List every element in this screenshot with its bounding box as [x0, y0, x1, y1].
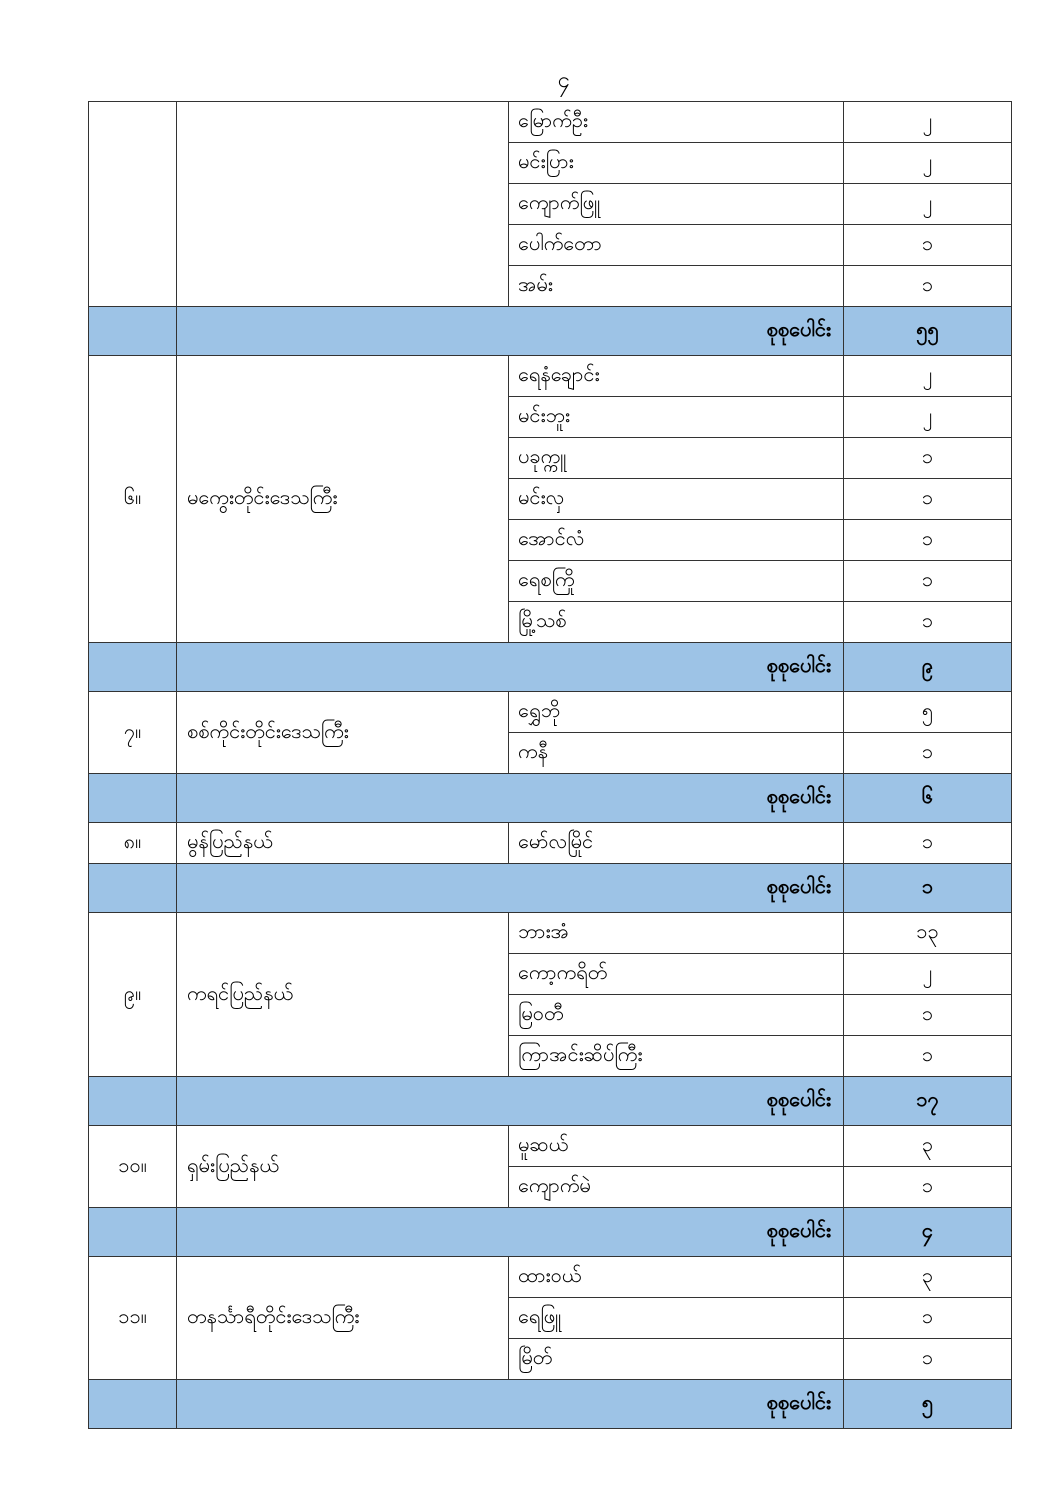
- region-name: [177, 102, 509, 307]
- township-count: ၁၃: [844, 913, 1012, 954]
- township-name: မော်လမြိုင်: [509, 823, 844, 864]
- subtotal-row: [89, 1077, 1012, 1126]
- row-number: ၁၁။: [89, 1257, 177, 1380]
- township-name: မင်းဘူး: [509, 397, 844, 438]
- row-number: [89, 102, 177, 307]
- township-count: ၁: [844, 1167, 1012, 1208]
- township-count: ၂: [844, 184, 1012, 225]
- region-name: မကွေးတိုင်းဒေသကြီး: [177, 356, 509, 643]
- township-count: ၁: [844, 823, 1012, 864]
- subtotal-empty-cell: [89, 864, 177, 913]
- township-count: ၁: [844, 266, 1012, 307]
- page-number: ၄: [557, 68, 570, 93]
- subtotal-empty-cell: [89, 643, 177, 692]
- subtotal-label: စုစုပေါင်း: [177, 307, 844, 356]
- township-name: ရွှေဘို: [509, 692, 844, 733]
- table-row: [89, 102, 1012, 143]
- subtotal-value: ၉: [844, 643, 1012, 692]
- township-count: ၁: [844, 602, 1012, 643]
- township-name: ကနီ: [509, 733, 844, 774]
- region-name: မွန်ပြည်နယ်: [177, 823, 509, 864]
- subtotal-empty-cell: [89, 1208, 177, 1257]
- table-row: [89, 1257, 1012, 1298]
- township-name: မူဆယ်: [509, 1126, 844, 1167]
- township-name: ပခုက္ကူ: [509, 438, 844, 479]
- subtotal-row: [89, 1208, 1012, 1257]
- township-count: ၁: [844, 479, 1012, 520]
- row-number: ၁၀။: [89, 1126, 177, 1208]
- subtotal-empty-cell: [89, 307, 177, 356]
- township-count: ၂: [844, 397, 1012, 438]
- subtotal-row: [89, 643, 1012, 692]
- region-name: ရှမ်းပြည်နယ်: [177, 1126, 509, 1208]
- region-township-table: [88, 101, 1012, 1429]
- township-count: ၁: [844, 1339, 1012, 1380]
- row-number: ၉။: [89, 913, 177, 1077]
- subtotal-row: [89, 774, 1012, 823]
- township-count: ၁: [844, 225, 1012, 266]
- township-name: ရေဖြူ: [509, 1298, 844, 1339]
- subtotal-row: [89, 307, 1012, 356]
- township-count: ၁: [844, 561, 1012, 602]
- subtotal-label: စုစုပေါင်း: [177, 864, 844, 913]
- township-count: ၁: [844, 1036, 1012, 1077]
- region-name: စစ်ကိုင်းတိုင်းဒေသကြီး: [177, 692, 509, 774]
- township-count: ၁: [844, 733, 1012, 774]
- township-name: ကျောက်ဖြူ: [509, 184, 844, 225]
- township-count: ၁: [844, 520, 1012, 561]
- township-name: ကော့ကရိတ်: [509, 954, 844, 995]
- subtotal-empty-cell: [89, 1380, 177, 1429]
- township-count: ၁: [844, 438, 1012, 479]
- township-name: ရေစကြို: [509, 561, 844, 602]
- township-name: အမ်း: [509, 266, 844, 307]
- subtotal-label: စုစုပေါင်း: [177, 1077, 844, 1126]
- table-row: [89, 692, 1012, 733]
- township-name: မြိတ်: [509, 1339, 844, 1380]
- subtotal-value: ၅: [844, 1380, 1012, 1429]
- township-count: ၂: [844, 143, 1012, 184]
- township-count: ၃: [844, 1126, 1012, 1167]
- township-name: ပေါက်တော: [509, 225, 844, 266]
- table-row: [89, 913, 1012, 954]
- subtotal-label: စုစုပေါင်း: [177, 1380, 844, 1429]
- subtotal-value: ၁၇: [844, 1077, 1012, 1126]
- township-name: ထားဝယ်: [509, 1257, 844, 1298]
- subtotal-row: [89, 1380, 1012, 1429]
- township-name: မြောက်ဦး: [509, 102, 844, 143]
- subtotal-empty-cell: [89, 1077, 177, 1126]
- township-count: ၂: [844, 102, 1012, 143]
- subtotal-value: ၄: [844, 1208, 1012, 1257]
- subtotal-label: စုစုပေါင်း: [177, 1208, 844, 1257]
- subtotal-label: စုစုပေါင်း: [177, 643, 844, 692]
- township-name: မြဝတီ: [509, 995, 844, 1036]
- subtotal-empty-cell: [89, 774, 177, 823]
- subtotal-value: ၆: [844, 774, 1012, 823]
- township-name: မြို့သစ်: [509, 602, 844, 643]
- subtotal-label: စုစုပေါင်း: [177, 774, 844, 823]
- subtotal-row: [89, 864, 1012, 913]
- township-count: ၁: [844, 995, 1012, 1036]
- table-row: [89, 1126, 1012, 1167]
- township-name: ဘားအံ: [509, 913, 844, 954]
- township-name: ရေနံချောင်း: [509, 356, 844, 397]
- row-number: ၆။: [89, 356, 177, 643]
- region-name: တနင်္သာရီတိုင်းဒေသကြီး: [177, 1257, 509, 1380]
- row-number: ၈။: [89, 823, 177, 864]
- township-name: ကျောက်မဲ: [509, 1167, 844, 1208]
- subtotal-value: ၁: [844, 864, 1012, 913]
- township-count: ၅: [844, 692, 1012, 733]
- row-number: ၇။: [89, 692, 177, 774]
- township-name: အောင်လံ: [509, 520, 844, 561]
- table-row: [89, 356, 1012, 397]
- region-name: ကရင်ပြည်နယ်: [177, 913, 509, 1077]
- township-count: ၂: [844, 954, 1012, 995]
- table-row: [89, 823, 1012, 864]
- subtotal-value: ၅၅: [844, 307, 1012, 356]
- township-count: ၃: [844, 1257, 1012, 1298]
- township-count: ၁: [844, 1298, 1012, 1339]
- township-name: ကြာအင်းဆိပ်ကြီး: [509, 1036, 844, 1077]
- township-name: မင်းလှ: [509, 479, 844, 520]
- township-name: မင်းပြား: [509, 143, 844, 184]
- township-count: ၂: [844, 356, 1012, 397]
